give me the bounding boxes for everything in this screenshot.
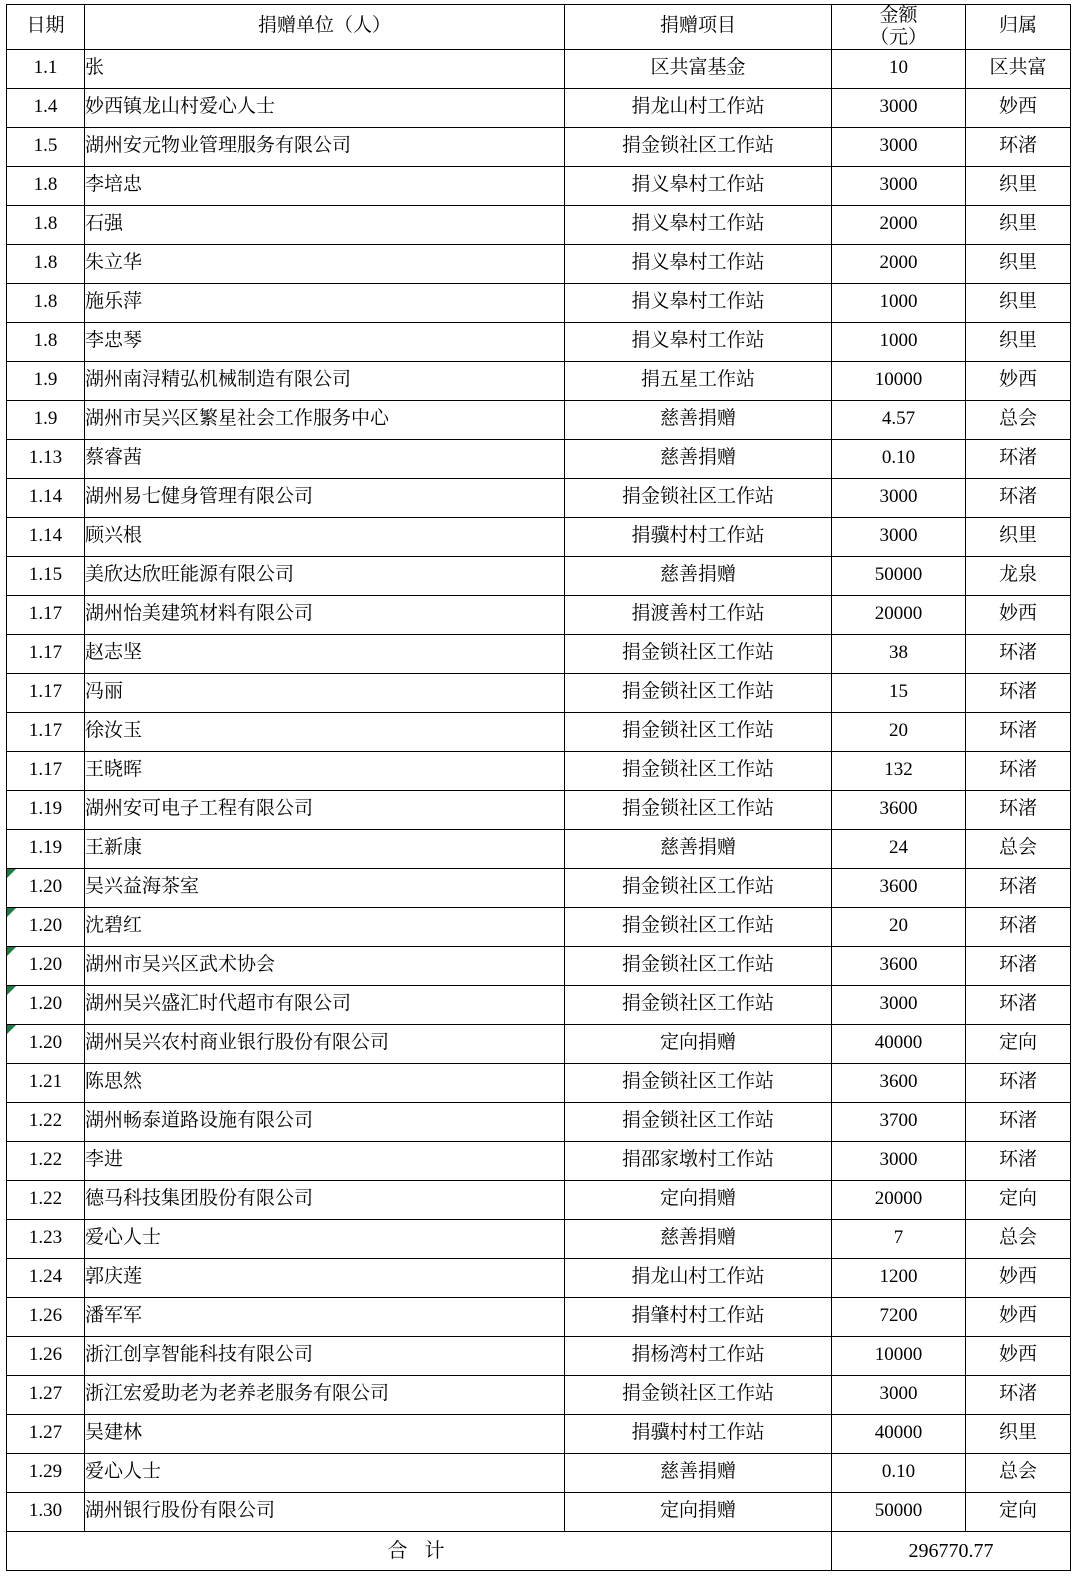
donation-table bbox=[6, 4, 1071, 1571]
cell-donor: 王晓晖 bbox=[85, 751, 565, 790]
cell-date: 1.4 bbox=[7, 88, 85, 127]
cell-belong: 环渚 bbox=[966, 1102, 1071, 1141]
cell-donor: 湖州安元物业管理服务有限公司 bbox=[85, 127, 565, 166]
cell-item: 捐骥村村工作站 bbox=[565, 517, 832, 556]
table-row bbox=[7, 283, 1071, 322]
cell-donor: 赵志坚 bbox=[85, 634, 565, 673]
table-row bbox=[7, 400, 1071, 439]
cell-belong: 妙西 bbox=[966, 1258, 1071, 1297]
cell-donor: 湖州银行股份有限公司 bbox=[85, 1492, 565, 1531]
cell-amount: 20 bbox=[832, 712, 966, 751]
cell-belong: 环渚 bbox=[966, 1375, 1071, 1414]
cell-item: 捐义皋村工作站 bbox=[565, 166, 832, 205]
column-header-belong: 归属 bbox=[966, 5, 1071, 50]
cell-amount: 40000 bbox=[832, 1414, 966, 1453]
cell-belong: 妙西 bbox=[966, 88, 1071, 127]
cell-item: 捐金锁社区工作站 bbox=[565, 1375, 832, 1414]
cell-item: 捐金锁社区工作站 bbox=[565, 868, 832, 907]
table-row bbox=[7, 790, 1071, 829]
cell-belong: 环渚 bbox=[966, 790, 1071, 829]
table-row bbox=[7, 1336, 1071, 1375]
cell-date: 1.27 bbox=[7, 1414, 85, 1453]
cell-date: 1.20 bbox=[7, 985, 85, 1024]
column-header-donor: 捐赠单位（人） bbox=[85, 5, 565, 50]
cell-belong: 环渚 bbox=[966, 751, 1071, 790]
total-label: 合 计 bbox=[7, 1531, 832, 1570]
table-row bbox=[7, 1375, 1071, 1414]
table-row bbox=[7, 595, 1071, 634]
cell-donor: 潘军军 bbox=[85, 1297, 565, 1336]
cell-date: 1.19 bbox=[7, 829, 85, 868]
table-row bbox=[7, 1141, 1071, 1180]
table-row bbox=[7, 712, 1071, 751]
table-row bbox=[7, 517, 1071, 556]
cell-date: 1.20 bbox=[7, 868, 85, 907]
cell-item: 捐义皋村工作站 bbox=[565, 283, 832, 322]
cell-date: 1.22 bbox=[7, 1141, 85, 1180]
cell-amount: 3600 bbox=[832, 946, 966, 985]
cell-item: 捐金锁社区工作站 bbox=[565, 907, 832, 946]
cell-date: 1.13 bbox=[7, 439, 85, 478]
cell-belong: 环渚 bbox=[966, 1063, 1071, 1102]
table-row bbox=[7, 1297, 1071, 1336]
cell-date: 1.14 bbox=[7, 517, 85, 556]
cell-amount: 2000 bbox=[832, 244, 966, 283]
cell-belong: 织里 bbox=[966, 166, 1071, 205]
cell-amount: 3600 bbox=[832, 1063, 966, 1102]
cell-item: 捐金锁社区工作站 bbox=[565, 478, 832, 517]
cell-belong: 织里 bbox=[966, 517, 1071, 556]
table-row bbox=[7, 127, 1071, 166]
cell-belong: 织里 bbox=[966, 322, 1071, 361]
cell-date: 1.15 bbox=[7, 556, 85, 595]
table-row bbox=[7, 1414, 1071, 1453]
cell-date: 1.8 bbox=[7, 283, 85, 322]
cell-amount: 3000 bbox=[832, 1375, 966, 1414]
cell-item: 定向捐赠 bbox=[565, 1492, 832, 1531]
cell-date: 1.30 bbox=[7, 1492, 85, 1531]
cell-item: 慈善捐赠 bbox=[565, 829, 832, 868]
cell-item: 捐金锁社区工作站 bbox=[565, 1102, 832, 1141]
cell-item: 捐五星工作站 bbox=[565, 361, 832, 400]
cell-amount: 3600 bbox=[832, 868, 966, 907]
cell-donor: 冯丽 bbox=[85, 673, 565, 712]
cell-amount: 3000 bbox=[832, 1141, 966, 1180]
cell-item: 捐金锁社区工作站 bbox=[565, 673, 832, 712]
cell-donor: 朱立华 bbox=[85, 244, 565, 283]
cell-item: 捐金锁社区工作站 bbox=[565, 1063, 832, 1102]
cell-belong: 定向 bbox=[966, 1180, 1071, 1219]
cell-item: 捐金锁社区工作站 bbox=[565, 127, 832, 166]
cell-date: 1.19 bbox=[7, 790, 85, 829]
cell-item: 捐义皋村工作站 bbox=[565, 322, 832, 361]
cell-donor: 张 bbox=[85, 49, 565, 88]
cell-belong: 织里 bbox=[966, 205, 1071, 244]
column-header-date: 日期 bbox=[7, 5, 85, 50]
cell-amount: 1200 bbox=[832, 1258, 966, 1297]
cell-item: 捐肇村村工作站 bbox=[565, 1297, 832, 1336]
table-row bbox=[7, 1102, 1071, 1141]
cell-amount: 20000 bbox=[832, 1180, 966, 1219]
cell-item: 捐渡善村工作站 bbox=[565, 595, 832, 634]
cell-item: 捐杨湾村工作站 bbox=[565, 1336, 832, 1375]
table-row bbox=[7, 361, 1071, 400]
cell-date: 1.9 bbox=[7, 361, 85, 400]
cell-item: 区共富基金 bbox=[565, 49, 832, 88]
cell-belong: 总会 bbox=[966, 829, 1071, 868]
cell-amount: 1000 bbox=[832, 283, 966, 322]
cell-belong: 定向 bbox=[966, 1492, 1071, 1531]
cell-date: 1.17 bbox=[7, 712, 85, 751]
cell-donor: 湖州怡美建筑材料有限公司 bbox=[85, 595, 565, 634]
cell-donor: 石强 bbox=[85, 205, 565, 244]
cell-item: 捐金锁社区工作站 bbox=[565, 634, 832, 673]
cell-date: 1.24 bbox=[7, 1258, 85, 1297]
cell-belong: 环渚 bbox=[966, 439, 1071, 478]
cell-amount: 3000 bbox=[832, 517, 966, 556]
table-row bbox=[7, 1453, 1071, 1492]
cell-belong: 环渚 bbox=[966, 127, 1071, 166]
cell-belong: 总会 bbox=[966, 1219, 1071, 1258]
cell-donor: 李培忠 bbox=[85, 166, 565, 205]
cell-amount: 3600 bbox=[832, 790, 966, 829]
cell-date: 1.14 bbox=[7, 478, 85, 517]
cell-donor: 德马科技集团股份有限公司 bbox=[85, 1180, 565, 1219]
table-header-row bbox=[7, 5, 1071, 50]
table-row bbox=[7, 907, 1071, 946]
cell-belong: 环渚 bbox=[966, 634, 1071, 673]
cell-amount: 3000 bbox=[832, 166, 966, 205]
cell-date: 1.22 bbox=[7, 1180, 85, 1219]
cell-item: 捐金锁社区工作站 bbox=[565, 712, 832, 751]
cell-belong: 妙西 bbox=[966, 1297, 1071, 1336]
cell-belong: 妙西 bbox=[966, 1336, 1071, 1375]
cell-date: 1.8 bbox=[7, 322, 85, 361]
cell-item: 捐金锁社区工作站 bbox=[565, 946, 832, 985]
cell-donor: 湖州畅泰道路设施有限公司 bbox=[85, 1102, 565, 1141]
cell-belong: 环渚 bbox=[966, 907, 1071, 946]
cell-item: 定向捐赠 bbox=[565, 1180, 832, 1219]
cell-belong: 妙西 bbox=[966, 595, 1071, 634]
cell-item: 捐金锁社区工作站 bbox=[565, 790, 832, 829]
cell-belong: 环渚 bbox=[966, 712, 1071, 751]
column-header-amount bbox=[832, 5, 966, 50]
cell-amount: 3000 bbox=[832, 478, 966, 517]
cell-belong: 织里 bbox=[966, 1414, 1071, 1453]
cell-date: 1.8 bbox=[7, 244, 85, 283]
total-amount: 296770.77 bbox=[832, 1531, 1071, 1570]
cell-donor: 爱心人士 bbox=[85, 1219, 565, 1258]
cell-item: 捐龙山村工作站 bbox=[565, 1258, 832, 1297]
cell-donor: 湖州吴兴盛汇时代超市有限公司 bbox=[85, 985, 565, 1024]
cell-date: 1.26 bbox=[7, 1297, 85, 1336]
table-row bbox=[7, 985, 1071, 1024]
cell-donor: 徐汝玉 bbox=[85, 712, 565, 751]
table-header bbox=[7, 5, 1071, 50]
cell-donor: 美欣达欣旺能源有限公司 bbox=[85, 556, 565, 595]
cell-amount: 1000 bbox=[832, 322, 966, 361]
table-row bbox=[7, 478, 1071, 517]
column-header-amount-line2: （元） bbox=[869, 26, 927, 48]
cell-item: 捐义皋村工作站 bbox=[565, 244, 832, 283]
cell-date: 1.17 bbox=[7, 595, 85, 634]
cell-date: 1.1 bbox=[7, 49, 85, 88]
cell-donor: 爱心人士 bbox=[85, 1453, 565, 1492]
table-row bbox=[7, 88, 1071, 127]
cell-donor: 王新康 bbox=[85, 829, 565, 868]
cell-belong: 定向 bbox=[966, 1024, 1071, 1063]
cell-donor: 湖州易七健身管理有限公司 bbox=[85, 478, 565, 517]
cell-item: 捐骥村村工作站 bbox=[565, 1414, 832, 1453]
cell-donor: 李进 bbox=[85, 1141, 565, 1180]
cell-donor: 郭庆莲 bbox=[85, 1258, 565, 1297]
cell-belong: 环渚 bbox=[966, 985, 1071, 1024]
cell-item: 定向捐赠 bbox=[565, 1024, 832, 1063]
cell-amount: 4.57 bbox=[832, 400, 966, 439]
cell-belong: 环渚 bbox=[966, 478, 1071, 517]
cell-amount: 38 bbox=[832, 634, 966, 673]
table-row bbox=[7, 205, 1071, 244]
cell-donor: 湖州吴兴农村商业银行股份有限公司 bbox=[85, 1024, 565, 1063]
cell-amount: 50000 bbox=[832, 1492, 966, 1531]
cell-item: 慈善捐赠 bbox=[565, 1453, 832, 1492]
cell-amount: 3700 bbox=[832, 1102, 966, 1141]
table-row bbox=[7, 1063, 1071, 1102]
cell-donor: 浙江创享智能科技有限公司 bbox=[85, 1336, 565, 1375]
column-header-item: 捐赠项目 bbox=[565, 5, 832, 50]
cell-date: 1.22 bbox=[7, 1102, 85, 1141]
cell-amount: 40000 bbox=[832, 1024, 966, 1063]
cell-amount: 3000 bbox=[832, 88, 966, 127]
table-row bbox=[7, 1024, 1071, 1063]
cell-amount: 15 bbox=[832, 673, 966, 712]
cell-amount: 7200 bbox=[832, 1297, 966, 1336]
table-row bbox=[7, 673, 1071, 712]
cell-date: 1.17 bbox=[7, 751, 85, 790]
cell-item: 捐金锁社区工作站 bbox=[565, 985, 832, 1024]
cell-date: 1.29 bbox=[7, 1453, 85, 1492]
table-row bbox=[7, 946, 1071, 985]
table-row bbox=[7, 556, 1071, 595]
cell-amount: 20000 bbox=[832, 595, 966, 634]
cell-date: 1.20 bbox=[7, 946, 85, 985]
table-row bbox=[7, 322, 1071, 361]
cell-amount: 2000 bbox=[832, 205, 966, 244]
cell-date: 1.27 bbox=[7, 1375, 85, 1414]
cell-item: 捐义皋村工作站 bbox=[565, 205, 832, 244]
table-row bbox=[7, 868, 1071, 907]
table-row bbox=[7, 1258, 1071, 1297]
cell-donor: 沈碧红 bbox=[85, 907, 565, 946]
cell-belong: 龙泉 bbox=[966, 556, 1071, 595]
cell-date: 1.20 bbox=[7, 1024, 85, 1063]
cell-amount: 0.10 bbox=[832, 1453, 966, 1492]
cell-date: 1.26 bbox=[7, 1336, 85, 1375]
table-row bbox=[7, 751, 1071, 790]
cell-amount: 50000 bbox=[832, 556, 966, 595]
cell-item: 捐邵家墩村工作站 bbox=[565, 1141, 832, 1180]
cell-donor: 施乐萍 bbox=[85, 283, 565, 322]
cell-donor: 妙西镇龙山村爱心人士 bbox=[85, 88, 565, 127]
cell-amount: 10000 bbox=[832, 1336, 966, 1375]
cell-donor: 湖州市吴兴区繁星社会工作服务中心 bbox=[85, 400, 565, 439]
cell-date: 1.8 bbox=[7, 205, 85, 244]
cell-belong: 总会 bbox=[966, 400, 1071, 439]
cell-item: 慈善捐赠 bbox=[565, 1219, 832, 1258]
table-row bbox=[7, 1180, 1071, 1219]
cell-donor: 顾兴根 bbox=[85, 517, 565, 556]
table-row bbox=[7, 166, 1071, 205]
cell-donor: 湖州南浔精弘机械制造有限公司 bbox=[85, 361, 565, 400]
table-body bbox=[7, 49, 1071, 1531]
cell-item: 慈善捐赠 bbox=[565, 556, 832, 595]
cell-donor: 陈思然 bbox=[85, 1063, 565, 1102]
cell-belong: 环渚 bbox=[966, 1141, 1071, 1180]
cell-item: 捐金锁社区工作站 bbox=[565, 751, 832, 790]
cell-amount: 20 bbox=[832, 907, 966, 946]
cell-amount: 3000 bbox=[832, 127, 966, 166]
cell-amount: 10000 bbox=[832, 361, 966, 400]
cell-belong: 织里 bbox=[966, 244, 1071, 283]
cell-donor: 吴兴益海茶室 bbox=[85, 868, 565, 907]
table-row bbox=[7, 439, 1071, 478]
cell-donor: 蔡睿茜 bbox=[85, 439, 565, 478]
cell-donor: 吴建林 bbox=[85, 1414, 565, 1453]
cell-donor: 湖州安可电子工程有限公司 bbox=[85, 790, 565, 829]
cell-amount: 7 bbox=[832, 1219, 966, 1258]
cell-date: 1.23 bbox=[7, 1219, 85, 1258]
cell-date: 1.17 bbox=[7, 634, 85, 673]
cell-item: 慈善捐赠 bbox=[565, 439, 832, 478]
cell-date: 1.17 bbox=[7, 673, 85, 712]
cell-donor: 李忠琴 bbox=[85, 322, 565, 361]
cell-belong: 环渚 bbox=[966, 946, 1071, 985]
cell-belong: 织里 bbox=[966, 283, 1071, 322]
cell-donor: 浙江宏爱助老为老养老服务有限公司 bbox=[85, 1375, 565, 1414]
table-row bbox=[7, 49, 1071, 88]
cell-belong: 环渚 bbox=[966, 868, 1071, 907]
table-row bbox=[7, 1492, 1071, 1531]
cell-belong: 区共富 bbox=[966, 49, 1071, 88]
cell-item: 慈善捐赠 bbox=[565, 400, 832, 439]
table-footer bbox=[7, 1531, 1071, 1570]
cell-amount: 0.10 bbox=[832, 439, 966, 478]
table-row bbox=[7, 829, 1071, 868]
total-row bbox=[7, 1531, 1071, 1570]
cell-amount: 24 bbox=[832, 829, 966, 868]
cell-item: 捐龙山村工作站 bbox=[565, 88, 832, 127]
cell-belong: 妙西 bbox=[966, 361, 1071, 400]
cell-amount: 132 bbox=[832, 751, 966, 790]
cell-amount: 3000 bbox=[832, 985, 966, 1024]
cell-donor: 湖州市吴兴区武术协会 bbox=[85, 946, 565, 985]
cell-date: 1.9 bbox=[7, 400, 85, 439]
cell-amount: 10 bbox=[832, 49, 966, 88]
cell-belong: 总会 bbox=[966, 1453, 1071, 1492]
cell-date: 1.21 bbox=[7, 1063, 85, 1102]
cell-date: 1.8 bbox=[7, 166, 85, 205]
table-row bbox=[7, 634, 1071, 673]
cell-date: 1.20 bbox=[7, 907, 85, 946]
column-header-amount-line1: 金额 bbox=[879, 5, 918, 26]
cell-date: 1.5 bbox=[7, 127, 85, 166]
table-row bbox=[7, 244, 1071, 283]
cell-belong: 环渚 bbox=[966, 673, 1071, 712]
table-row bbox=[7, 1219, 1071, 1258]
